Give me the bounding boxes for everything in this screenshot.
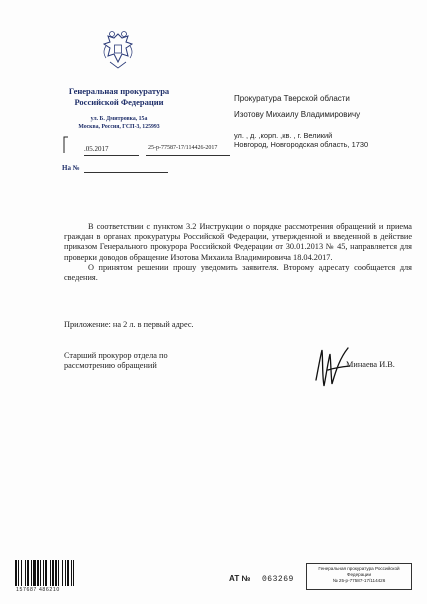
signer-name: Минаева И.В. bbox=[346, 360, 395, 369]
org-address-line2: Москва, Россия, ГСП-3, 125993 bbox=[78, 123, 160, 130]
signer-position-line2: рассмотрению обращений bbox=[64, 361, 157, 371]
body-paragraph-1: В соответствии с пунктом 3.2 Инструкции о порядке рассмотрения обращений и приема граждан в органах прокуратуры Российской Федерации, утвержденной и введенной в действие приказом Генерального прокурора Российской Федерации от 30.01.2013 № 45, направляется для проверки доводов обращение Изотова Михаила Владимировича 18.04.2017. bbox=[64, 222, 412, 262]
date-underline bbox=[84, 155, 139, 156]
addressee-line1: Прокуратура Тверской области bbox=[234, 94, 350, 103]
barcode-bar bbox=[37, 560, 39, 586]
reply-number-underline bbox=[84, 172, 168, 173]
barcode-bar bbox=[25, 560, 26, 586]
barcode-bar bbox=[52, 560, 54, 586]
letter-body bbox=[64, 222, 412, 283]
barcode-bar bbox=[62, 560, 63, 586]
attachment-note: Приложение: на 2 л. в первый адрес. bbox=[64, 320, 194, 329]
barcode-bar bbox=[21, 560, 22, 586]
at-number-label: АТ № bbox=[229, 574, 251, 583]
registration-stamp bbox=[306, 563, 412, 590]
barcode-bar bbox=[31, 560, 32, 586]
organization-name bbox=[54, 86, 184, 108]
number-underline bbox=[146, 155, 230, 156]
at-number-value: 063269 bbox=[262, 575, 294, 584]
barcode-number: 157687 486210 bbox=[16, 587, 60, 593]
barcode-bar bbox=[45, 560, 47, 586]
reply-to-number-label: На № bbox=[62, 164, 80, 172]
barcode-bar bbox=[55, 560, 57, 586]
barcode-bar bbox=[15, 560, 17, 586]
addressee-line3: ул. , д. ,корп. ,кв. , г. Великий bbox=[234, 131, 333, 140]
barcode-bar bbox=[58, 560, 59, 586]
barcode-bar bbox=[50, 560, 51, 586]
barcode-bar bbox=[18, 560, 19, 586]
barcode-bar bbox=[33, 560, 36, 586]
corner-bracket-mark bbox=[63, 136, 69, 154]
signer-position bbox=[64, 351, 234, 371]
addressee-address bbox=[234, 131, 414, 149]
coat-of-arms-emblem bbox=[98, 28, 138, 72]
barcode-bar bbox=[71, 560, 72, 586]
stamp-line2: Федерации bbox=[346, 572, 372, 577]
barcode-bar bbox=[65, 560, 66, 586]
document-date: .05.2017 bbox=[84, 145, 109, 153]
body-paragraph-2: О принятом решении прошу уведомить заявителя. Второму адресату сообщается для сведения. bbox=[64, 262, 412, 283]
addressee-block bbox=[234, 91, 419, 123]
org-name-line2: Российской Федерации bbox=[74, 97, 164, 107]
org-address-line1: ул. Б. Дмитровка, 15а bbox=[90, 116, 148, 122]
stamp-line1: Генеральная прокуратура Российской bbox=[318, 566, 400, 571]
addressee-line2: Изотову Михаилу Владимировичу bbox=[234, 110, 361, 119]
barcode-bar bbox=[40, 560, 41, 586]
signer-position-line1: Старший прокурор отдела по bbox=[64, 351, 168, 360]
org-name-line1: Генеральная прокуратура bbox=[68, 86, 170, 96]
stamp-line3: № 25-р-77587-17/114426 bbox=[332, 578, 386, 583]
barcode-bar bbox=[73, 560, 74, 586]
barcode-bar bbox=[27, 560, 29, 586]
barcode bbox=[14, 560, 102, 586]
registration-number: 25-р-77587-17/114426-2017 bbox=[148, 145, 218, 151]
barcode-bar bbox=[43, 560, 44, 586]
barcode-bar bbox=[67, 560, 69, 586]
organization-address bbox=[54, 116, 184, 131]
addressee-line4: Новгород, Новгородская область, 1730 bbox=[234, 140, 369, 149]
